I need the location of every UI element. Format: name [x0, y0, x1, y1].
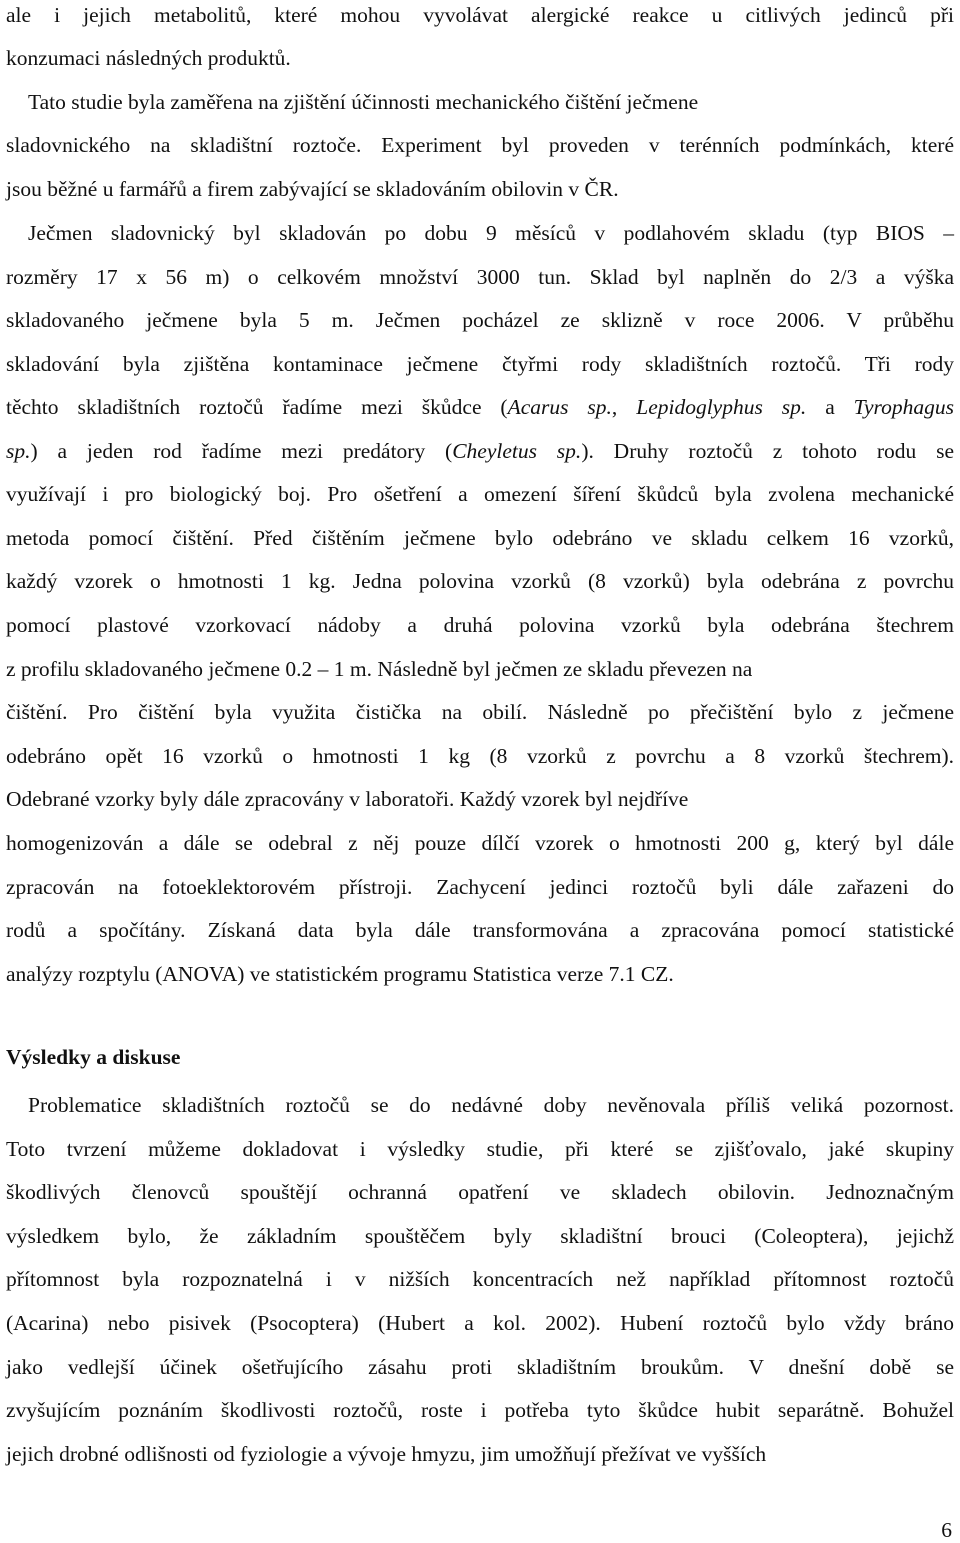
text-run: ale i jejich metabolitů, které mohou vyvolávat alergické reakce u citlivých jedinců při	[6, 3, 954, 27]
text-line	[6, 1352, 954, 1382]
text-run: zvyšujícím poznáním škodlivosti roztočů, roste i potřeba tyto škůdce hubit separátně. Bohužel	[6, 1398, 954, 1422]
text-run: homogenizován a dále se odebral z něj pouze dílčí vzorek o hmotnosti 200 g, který byl dále	[6, 831, 954, 855]
text-line	[6, 1395, 954, 1425]
page-number: 6	[941, 1518, 952, 1542]
text-line	[6, 959, 674, 989]
taxon-name: Lepidoglyphus sp.	[636, 395, 807, 419]
taxon-name: sp.	[6, 439, 31, 463]
text-line	[6, 872, 954, 902]
text-line	[28, 1090, 954, 1120]
text-run: každý vzorek o hmotnosti 1 kg. Jedna polovina vzorků (8 vzorků) byla odebrána z povrchu	[6, 569, 954, 593]
text-run: (Acarina) nebo pisivek (Psocoptera) (Hubert a kol. 2002). Hubení roztočů bylo vždy bráno	[6, 1311, 954, 1335]
text-run: pomocí plastové vzorkovací nádoby a druhá polovina vzorků byla odebrána štechrem	[6, 613, 954, 637]
text-run: škodlivých členovců spouštějí ochranná opatření ve skladech obilovin. Jednoznačným	[6, 1180, 954, 1204]
text-run: Ječmen sladovnický byl skladován po dobu 9 měsíců v podlahovém skladu (typ BIOS –	[28, 221, 954, 245]
text-run: odebráno opět 16 vzorků o hmotnosti 1 kg (8 vzorků z povrchu a 8 vzorků štechrem).	[6, 744, 954, 768]
text-line	[6, 1177, 954, 1207]
text-run: ) a jeden rod řadíme mezi predátory (	[30, 439, 453, 463]
text-line	[6, 828, 954, 858]
text-run: jsou běžné u farmářů a firem zabývající se skladováním obilovin v ČR.	[6, 177, 619, 201]
taxon-name: Tyrophagus	[853, 395, 954, 419]
text-line	[6, 610, 954, 640]
text-line	[6, 741, 954, 771]
text-line	[6, 130, 954, 160]
text-line	[6, 479, 954, 509]
text-run: těchto skladištních roztočů řadíme mezi škůdce (	[6, 395, 508, 419]
text-run: přítomnost byla rozpoznatelná i v nižších koncentracích než například přítomnost roztočů	[6, 1267, 954, 1291]
text-run: rodů a spočítány. Získaná data byla dále transformována a zpracována pomocí statistické	[6, 918, 954, 942]
text-run: jejich drobné odlišnosti od fyziologie a vývoje hmyzu, jim umožňují přežívat ve vyšších	[6, 1442, 767, 1466]
text-run: využívají i pro biologický boj. Pro ošetření a omezení šíření škůdců byla zvolena mechanické	[6, 482, 954, 506]
text-run: analýzy rozptylu (ANOVA) ve statistickém programu Statistica verze 7.1 CZ.	[6, 962, 674, 986]
text-line	[6, 349, 954, 379]
text-line	[6, 305, 954, 335]
text-run: zpracován na fotoeklektorovém přístroji. Zachycení jedinci roztočů byli dále zařazeni do	[6, 875, 954, 899]
text-run: metoda pomocí čištění. Před čištěním ječmene bylo odebráno ve skladu celkem 16 vzorků,	[6, 526, 954, 550]
text-line	[6, 697, 954, 727]
text-run: ). Druhy roztočů z tohoto rodu se	[581, 439, 955, 463]
text-line	[28, 218, 954, 248]
text-run: Odebrané vzorky byly dále zpracovány v laboratoři. Každý vzorek byl nejdříve	[6, 787, 689, 811]
text-run: Toto tvrzení můžeme dokladovat i výsledky studie, při které se zjišťovalo, jaké skupiny	[6, 1137, 954, 1161]
text-line	[6, 43, 291, 73]
text-line	[6, 1221, 954, 1251]
text-run: čištění. Pro čištění byla využita čistička na obilí. Následně po přečištění bylo z ječmene	[6, 700, 954, 724]
text-line	[6, 436, 954, 466]
text-run: Problematice skladištních roztočů se do nedávné doby nevěnovala příliš veliká pozornost.	[28, 1093, 954, 1117]
taxon-name: Acarus sp.	[507, 395, 612, 419]
text-run: Tato studie byla zaměřena na zjištění účinnosti mechanického čištění ječmene	[28, 90, 699, 114]
text-line	[6, 566, 954, 596]
text-run: rozměry 17 x 56 m) o celkovém množství 3000 tun. Sklad byl naplněn do 2/3 a výška	[6, 265, 954, 289]
text-run: ,	[611, 395, 637, 419]
text-run: skladovaného ječmene byla 5 m. Ječmen pocházel ze sklizně v roce 2006. V průběhu	[6, 308, 954, 332]
text-line	[6, 174, 619, 204]
text-run: výsledkem bylo, že základním spouštěčem byly skladištní brouci (Coleoptera), jejichž	[6, 1224, 954, 1248]
text-line	[6, 784, 688, 814]
text-line	[6, 1264, 954, 1294]
text-line	[6, 523, 954, 553]
text-run: a	[806, 395, 854, 419]
section-heading: Výsledky a diskuse	[6, 1045, 181, 1069]
text-line	[6, 1134, 954, 1164]
text-line	[6, 1308, 954, 1338]
text-run: jako vedlejší účinek ošetřujícího zásahu proti skladištním broukům. V dnešní době se	[6, 1355, 954, 1379]
text-line	[6, 262, 954, 292]
text-line	[6, 0, 954, 30]
text-line	[6, 915, 954, 945]
text-run: sladovnického na skladištní roztoče. Experiment byl proveden v terénních podmínkách, které	[6, 133, 954, 157]
text-run: konzumaci následných produktů.	[6, 46, 291, 70]
text-run: skladování byla zjištěna kontaminace ječmene čtyřmi rody skladištních roztočů. Tři rody	[6, 352, 954, 376]
text-line	[6, 392, 954, 422]
text-line	[6, 654, 752, 684]
text-run: z profilu skladovaného ječmene 0.2 – 1 m. Následně byl ječmen ze skladu převezen na	[6, 657, 753, 681]
text-line	[28, 87, 698, 117]
text-line	[6, 1439, 766, 1469]
taxon-name: Cheyletus sp.	[452, 439, 582, 463]
